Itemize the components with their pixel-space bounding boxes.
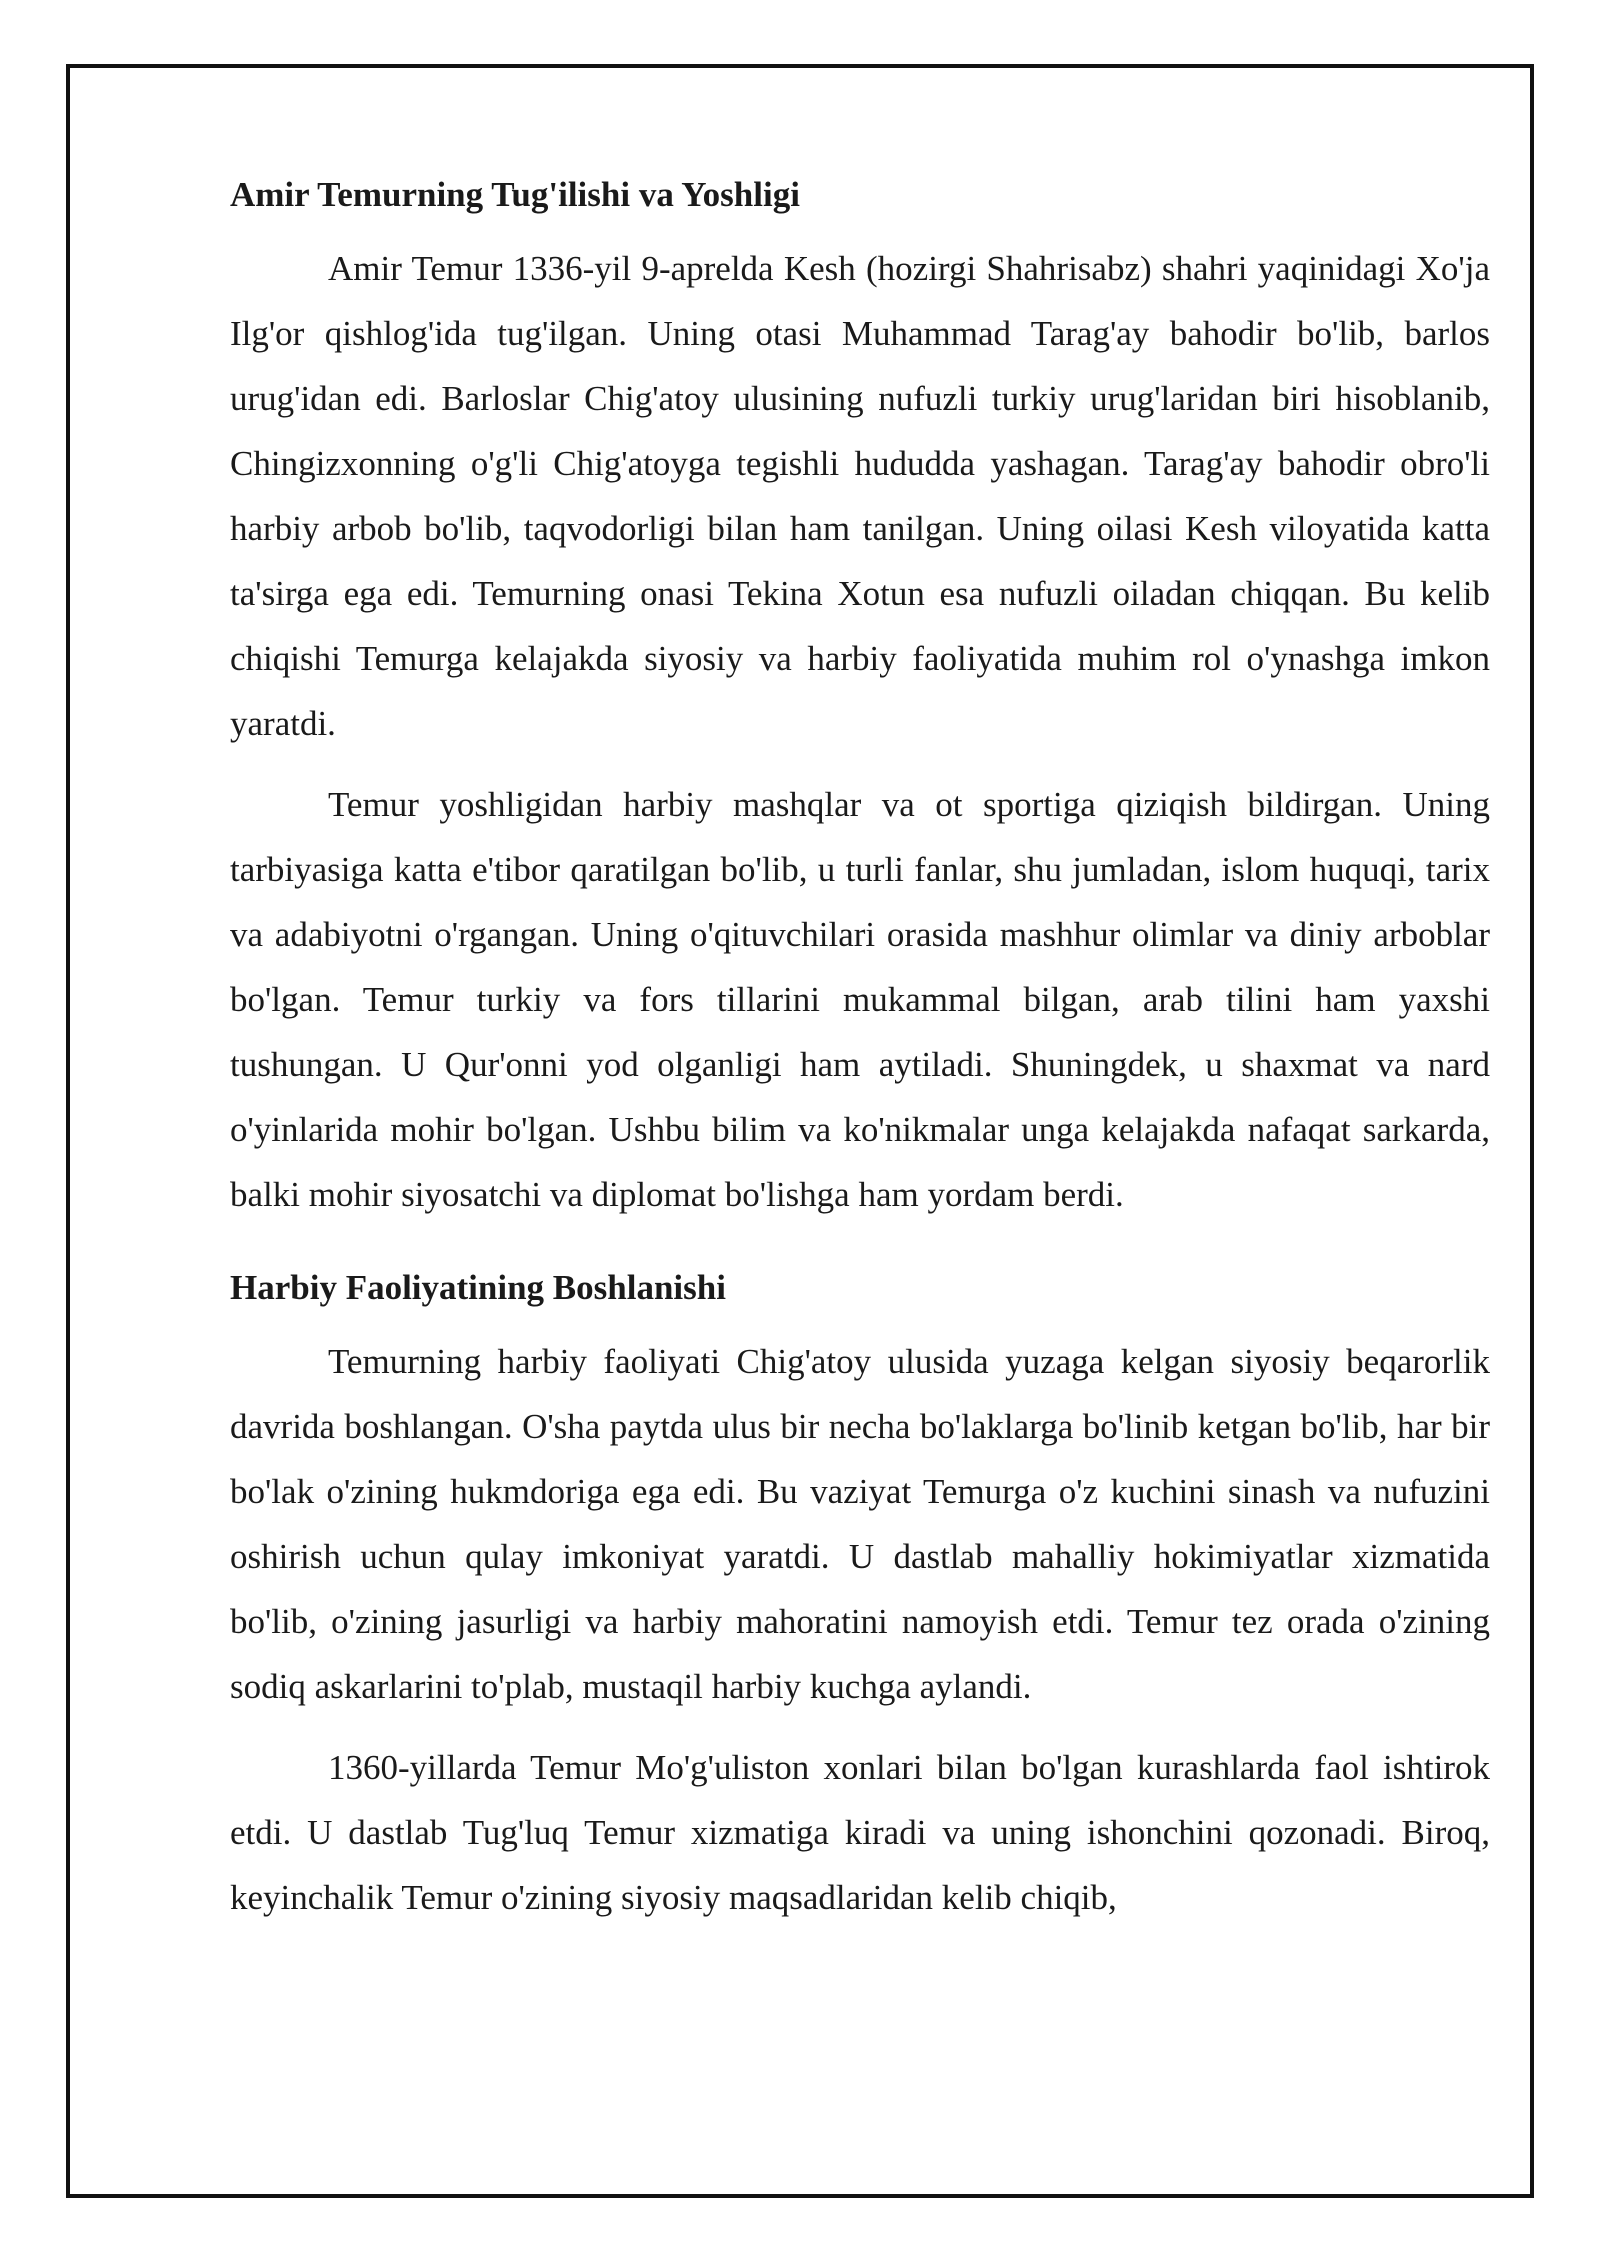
paragraph: 1360-yillarda Temur Mo'g'uliston xonlari bilan bo'lgan kurashlarda faol ishtirok etdi. U dastlab Tug'luq Temur xizmatiga kiradi va uning ishonchini qozonadi. Biroq, keyinchalik Temur o'zining siyosiy maqsadlaridan kelib chiqib, [230, 1748, 1490, 1917]
paragraph: Temurning harbiy faoliyati Chig'atoy ulusida yuzaga kelgan siyosiy beqarorlik davrida boshlangan. O'sha paytda ulus bir necha bo'laklarga bo'linib ketgan bo'lib, har bir bo'lak o'zining hukmdoriga ega edi. Bu vaziyat Temurga o'z kuchini sinash va nufuzini oshirish uchun qulay imkoniyat yaratdi. U dastlab mahalliy hokimiyatlar xizmatida bo'lib, o'zining jasurligi va harbiy mahoratini namoyish etdi. Temur tez orada o'zining sodiq askarlarini to'plab, mustaqil harbiy kuchga aylandi. [230, 1342, 1490, 1706]
paragraph: Temur yoshligidan harbiy mashqlar va ot sportiga qiziqish bildirgan. Uning tarbiyasiga katta e'tibor qaratilgan bo'lib, u turli fanlar, shu jumladan, islom huquqi, tarix va adabiyotni o'rgangan. Uning o'qituvchilari orasida mashhur olimlar va diniy arboblar bo'lgan. Temur turkiy va fors tillarini mukammal bilgan, arab tilini ham yaxshi tushungan. U Qur'onni yod olganligi ham aytiladi. Shuningdek, u shaxmat va nard o'yinlarida mohir bo'lgan. Ushbu bilim va ko'nikmalar unga kelajakda nafaqat sarkarda, balki mohir siyosatchi va diplomat bo'lishga ham yordam berdi. [230, 785, 1490, 1214]
section-heading: Harbiy Faoliyatining Boshlanishi [230, 1268, 726, 1307]
document-body [230, 170, 1490, 1930]
section-heading: Amir Temurning Tug'ilishi va Yoshligi [230, 175, 800, 214]
paragraph: Amir Temur 1336-yil 9-aprelda Kesh (hozirgi Shahrisabz) shahri yaqinidagi Xo'ja Ilg'or qishlog'ida tug'ilgan. Uning otasi Muhammad Tarag'ay bahodir bo'lib, barlos urug'idan edi. Barloslar Chig'atoy ulusining nufuzli turkiy urug'laridan biri hisoblanib, Chingizxonning o'g'li Chig'atoyga tegishli hududda yashagan. Tarag'ay bahodir obro'li harbiy arbob bo'lib, taqvodorligi bilan ham tanilgan. Uning oilasi Kesh viloyatida katta ta'sirga ega edi. Temurning onasi Tekina Xotun esa nufuzli oiladan chiqqan. Bu kelib chiqishi Temurga kelajakda siyosiy va harbiy faoliyatida muhim rol o'ynashga imkon yaratdi. [230, 249, 1490, 743]
